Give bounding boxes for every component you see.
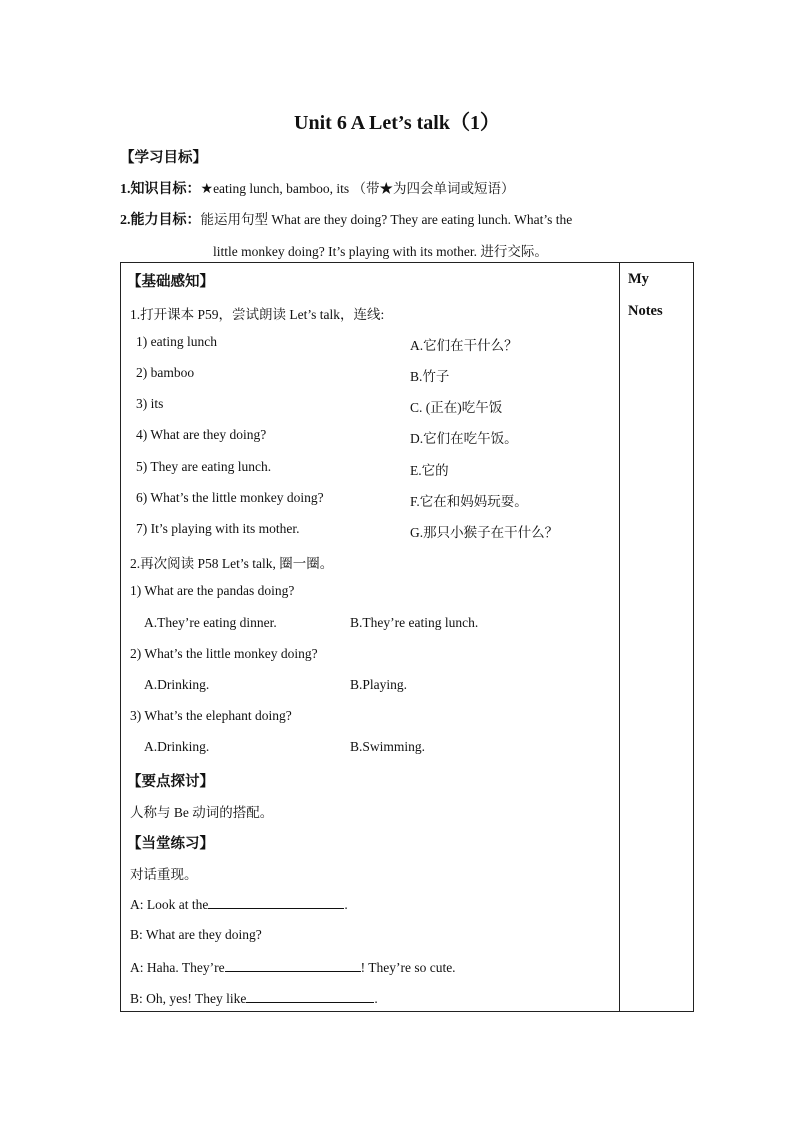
option-2a: A.Drinking.: [144, 677, 210, 692]
dialogue-line-3-end: ! They’re so cute.: [360, 960, 456, 975]
option-1a: A.They’re eating dinner.: [144, 615, 277, 630]
fill-blank-2[interactable]: [225, 958, 361, 972]
dialogue-line-1-text: A: Look at the: [130, 897, 209, 912]
match-right-item: A.它们在干什么？: [410, 338, 518, 353]
fill-blank-1[interactable]: [208, 895, 344, 909]
option-2b: B.Playing.: [350, 677, 408, 692]
match-left-item: 4) What are they doing?: [136, 427, 267, 442]
section-practice-heading: 【当堂练习】: [127, 836, 214, 852]
dialogue-line-2: B: What are they doing?: [130, 927, 262, 942]
dialogue-line-1-end: .: [344, 897, 348, 912]
question-2: 2) What’s the little monkey doing?: [130, 646, 318, 661]
option-1b: B.They’re eating lunch.: [350, 615, 479, 630]
notes-label-my: My: [628, 271, 649, 287]
match-left-item: 7) It’s playing with its mother.: [136, 521, 300, 536]
knowledge-label: 1.知识目标：: [120, 182, 201, 197]
question-1: 1) What are the pandas doing?: [130, 583, 295, 598]
dialogue-line-4: [130, 989, 378, 1007]
section-basic-heading: 【基础感知】: [127, 274, 214, 290]
option-3a: A.Drinking.: [144, 739, 210, 754]
fill-blank-3[interactable]: [246, 989, 374, 1003]
practice-intro: 对话重现。: [130, 867, 198, 882]
keypoints-text: 人称与 Be 动词的搭配。: [130, 805, 274, 820]
star-icon: ★: [200, 181, 214, 197]
ability-text-line-2: little monkey doing? It’s playing with its mother. 进行交际。: [213, 244, 548, 259]
task-1-instruction: 1.打开课本 P59，尝试朗读 Let’s talk，连线:: [130, 307, 385, 322]
ability-label: 2.能力目标：: [120, 213, 201, 228]
match-left-item: 6) What’s the little monkey doing?: [136, 490, 324, 505]
match-left-item: 5) They are eating lunch.: [136, 459, 272, 474]
match-left-item: 1) eating lunch: [136, 334, 217, 349]
match-right-item: B.竹子: [410, 369, 450, 384]
ability-text-line-1: 能运用句型 What are they doing? They are eating lunch. What’s the: [200, 212, 573, 227]
match-left-item: 3) its: [136, 396, 164, 411]
dialogue-line-4-end: .: [374, 991, 378, 1006]
match-right-item: G.那只小猴子在干什么？: [410, 525, 559, 540]
section-keypoints-heading: 【要点探讨】: [127, 774, 214, 790]
ability-objective: [120, 208, 572, 229]
task-2-instruction: 2.再次阅读 P58 Let’s talk, 圈一圈。: [130, 556, 334, 571]
knowledge-objective: [120, 177, 515, 198]
question-3: 3) What’s the elephant doing?: [130, 708, 292, 723]
notes-column-divider: [619, 262, 620, 1012]
page-title: Unit 6 A Let’s talk（1）: [294, 112, 500, 134]
match-right-item: E.它的: [410, 463, 449, 478]
match-right-item: C. (正在)吃午饭: [410, 400, 503, 415]
dialogue-line-3-text: A: Haha. They’re: [130, 960, 225, 975]
option-3b: B.Swimming.: [350, 739, 426, 754]
objectives-heading: 【学习目标】: [120, 150, 207, 166]
dialogue-line-1: [130, 895, 348, 913]
knowledge-text: eating lunch, bamboo, its （带★为四会单词或短语）: [213, 181, 515, 196]
dialogue-line-4-text: B: Oh, yes! They like: [130, 991, 247, 1006]
match-left-item: 2) bamboo: [136, 365, 195, 380]
dialogue-line-3: [130, 958, 456, 976]
match-right-item: D.它们在吃午饭。: [410, 431, 518, 446]
notes-label-notes: Notes: [628, 303, 663, 319]
match-right-item: F.它在和妈妈玩耍。: [410, 494, 528, 509]
